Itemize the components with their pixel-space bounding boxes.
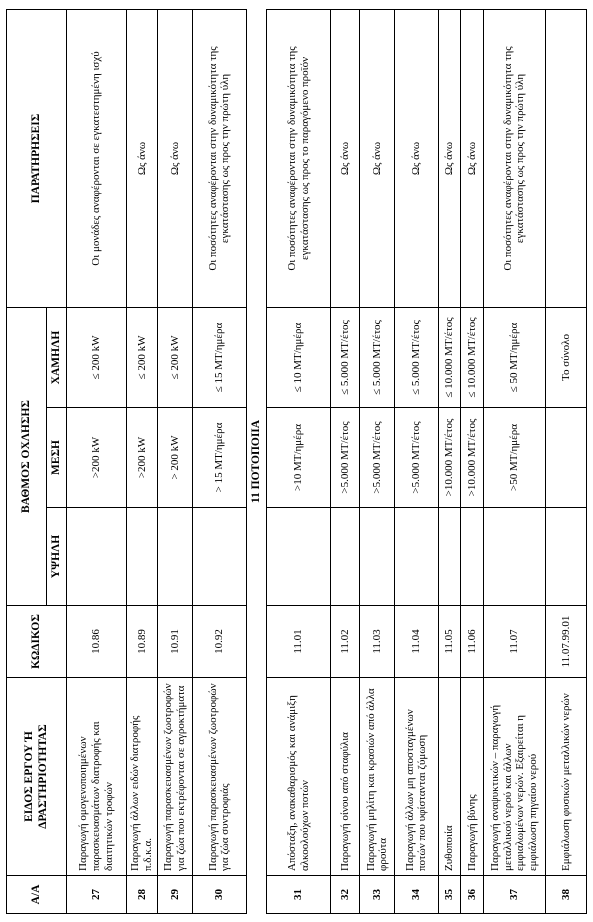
activity-code: 11.03 [360, 606, 395, 678]
grade-high [438, 508, 461, 606]
row-number: 31 [267, 876, 331, 914]
row-number: 36 [461, 876, 484, 914]
notes-cell: Ως άνω [438, 10, 461, 308]
row-number: 38 [545, 876, 586, 914]
grade-low: ≤ 5.000 ΜΤ/έτος [395, 308, 438, 408]
notes-cell: Οι ποσότητες αναφέρονται στην δυναμικότητα της εγκατάστασης ως προς την πρώτη ύλη [483, 10, 545, 308]
table-row [438, 10, 461, 914]
table-row [267, 10, 331, 914]
row-number: 34 [395, 876, 438, 914]
notes-cell: Ως άνω [331, 10, 360, 308]
grade-low: ≤ 5.000 ΜΤ/έτος [331, 308, 360, 408]
table-row [395, 10, 438, 914]
header-annoyance-grade: ΒΑΘΜΟΣ ΟΧΛΗΣΗΣ [7, 308, 47, 606]
header-notes: ΠΑΡΑΤΗΡΗΣΕΙΣ [7, 10, 67, 308]
activity-code: 11.01 [267, 606, 331, 678]
activity-code: 11.06 [461, 606, 484, 678]
activity-code: 10.86 [67, 606, 127, 678]
activity-description: Παραγωγή παρασκευασμένων ζωοτροφών για ζώα συντροφιάς [193, 678, 247, 876]
grade-low: ≤ 200 kW [126, 308, 157, 408]
activity-description: Παραγωγή άλλων ειδών διατροφής π.δ.κ.α. [126, 678, 157, 876]
activity-description: Παραγωγή μηλίτη και κρασιών από άλλα φρούτα [360, 678, 395, 876]
activity-description: Εμφιάλωση φυσικών μεταλλικών νερών [545, 678, 586, 876]
row-number: 33 [360, 876, 395, 914]
grade-medium [545, 408, 586, 508]
row-number: 35 [438, 876, 461, 914]
grade-low: ≤ 50 ΜΤ/ημέρα [483, 308, 545, 408]
header-aa: Α/Α [7, 876, 67, 914]
grade-low: ≤ 200 kW [158, 308, 193, 408]
notes-cell: Ως άνω [126, 10, 157, 308]
notes-cell: Οι ποσότητες αναφέρονται στην δυναμικότητα της εγκατάστασης ως προς την πρώτη ύλη [193, 10, 247, 308]
grade-medium: >200 kW [126, 408, 157, 508]
header-code: ΚΩΔΙΚΟΣ [7, 606, 67, 678]
section-title: 11 ΠΟΤΟΠΟΙΙΑ [246, 10, 267, 914]
activity-code: 11.07.99.01 [545, 606, 586, 678]
grade-medium: >5.000 ΜΤ/έτος [331, 408, 360, 508]
activity-code: 11.07 [483, 606, 545, 678]
grade-medium: > 200 kW [158, 408, 193, 508]
row-number: 29 [158, 876, 193, 914]
table-row [461, 10, 484, 914]
table-row [158, 10, 193, 914]
header-medium: ΜΕΣΗ [47, 408, 67, 508]
activity-description: Παραγωγή βύνης [461, 678, 484, 876]
row-number: 37 [483, 876, 545, 914]
activity-code: 11.02 [331, 606, 360, 678]
grade-medium: >50 ΜΤ/ημέρα [483, 408, 545, 508]
grade-high [545, 508, 586, 606]
activity-code: 11.05 [438, 606, 461, 678]
notes-cell [545, 10, 586, 308]
table-row [126, 10, 157, 914]
grade-low: ≤ 5.000 ΜΤ/έτος [360, 308, 395, 408]
grade-low: ≤ 10 ΜΤ/ημέρα [267, 308, 331, 408]
grade-high [193, 508, 247, 606]
grade-medium: > 15 ΜΤ/ημέρα [193, 408, 247, 508]
grade-high [67, 508, 127, 606]
activity-description: Παραγωγή παρασκευασμένων ζωοτροφών για ζώα που εκτρέφονται σε αγροκτήματα [158, 678, 193, 876]
table-row [545, 10, 586, 914]
grade-low: ≤ 10.000 ΜΤ/έτος [461, 308, 484, 408]
header-row [7, 10, 47, 914]
annoyance-grade-table [6, 9, 587, 914]
row-number: 28 [126, 876, 157, 914]
section-row [246, 10, 267, 914]
header-activity-type: ΕΙΔΟΣ ΕΡΓΟΥ Ή ΔΡΑΣΤΗΡΙΟΤΗΤΑΣ [7, 678, 67, 876]
activity-code: 10.92 [193, 606, 247, 678]
table-row [360, 10, 395, 914]
header-low: ΧΑΜΗΛΗ [47, 308, 67, 408]
row-number: 30 [193, 876, 247, 914]
activity-description: Παραγωγή άλλων μη αποσταγμένων ποτών που υφίστανται ζύμωση [395, 678, 438, 876]
notes-cell: Ως άνω [158, 10, 193, 308]
grade-medium: >10 ΜΤ/ημέρα [267, 408, 331, 508]
activity-code: 11.04 [395, 606, 438, 678]
grade-medium: >5.000 ΜΤ/έτος [395, 408, 438, 508]
activity-description: Παραγωγή αναψυκτικών – παραγωγή μεταλλικού νερού και άλλων εμφιαλωμένων νερών. Εξαιρείται η εμφιάλωση πηγαίου νερού [483, 678, 545, 876]
grade-low: ≤ 15 ΜΤ/ημέρα [193, 308, 247, 408]
row-number: 27 [67, 876, 127, 914]
grade-medium: >10.000 ΜΤ/έτος [461, 408, 484, 508]
notes-cell: Ως άνω [461, 10, 484, 308]
grade-low: ≤ 200 kW [67, 308, 127, 408]
row-number: 32 [331, 876, 360, 914]
table-row [331, 10, 360, 914]
table-row [483, 10, 545, 914]
header-high: ΥΨΗΛΗ [47, 508, 67, 606]
grade-high [360, 508, 395, 606]
table-row [67, 10, 127, 914]
notes-cell: Οι ποσότητες αναφέρονται στην δυναμικότητα της εγκατάστασης ως προς το παραγόμενο προϊόν [267, 10, 331, 308]
activity-description: Ζυθοποιία [438, 678, 461, 876]
grade-high [395, 508, 438, 606]
grade-high [267, 508, 331, 606]
activity-description: Απόσταξη, ανακαθαρισμός και ανάμιξη αλκοολούχων ποτών [267, 678, 331, 876]
notes-cell: Ως άνω [395, 10, 438, 308]
grade-medium: >200 kW [67, 408, 127, 508]
activity-description: Παραγωγή ομογενοποιημένων παρασκευασμάτων διατροφής και διαιτητικών τροφών [67, 678, 127, 876]
grade-high [461, 508, 484, 606]
grade-high [483, 508, 545, 606]
activity-description: Παραγωγή οίνου από σταφύλια [331, 678, 360, 876]
grade-low: ≤ 10.000 ΜΤ/έτος [438, 308, 461, 408]
grade-high [126, 508, 157, 606]
table-row [193, 10, 247, 914]
grade-low: Το σύνολο [545, 308, 586, 408]
notes-cell: Ως άνω [360, 10, 395, 308]
notes-cell: Οι μονάδες αναφέρονται σε εγκατεστημένη ισχύ [67, 10, 127, 308]
grade-medium: >10.000 ΜΤ/έτος [438, 408, 461, 508]
activity-code: 10.91 [158, 606, 193, 678]
grade-high [331, 508, 360, 606]
grade-medium: >5.000 ΜΤ/έτος [360, 408, 395, 508]
activity-code: 10.89 [126, 606, 157, 678]
grade-high [158, 508, 193, 606]
